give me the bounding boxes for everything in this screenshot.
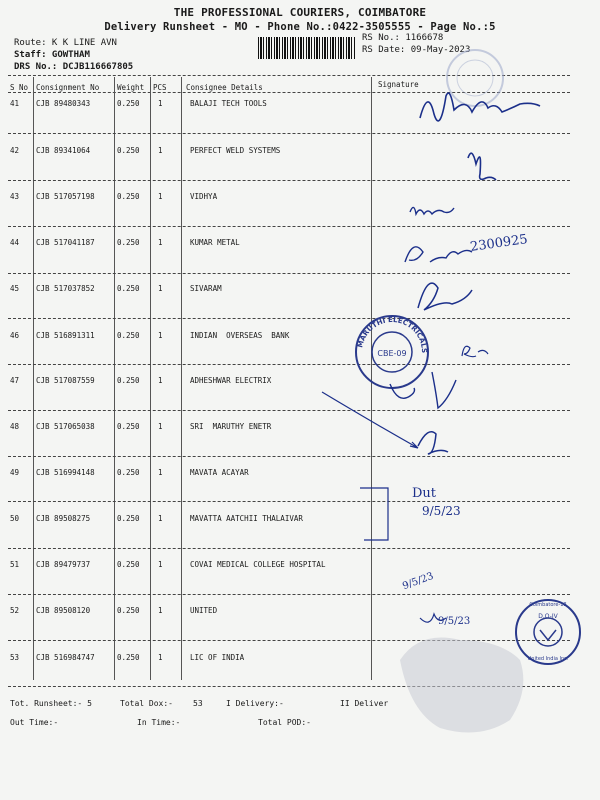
cell-consignment: CJB 89341064 [36, 146, 91, 155]
cell-weight: 0.250 [117, 468, 140, 477]
cell-sno: 46 [10, 331, 20, 340]
cell-weight: 0.250 [117, 238, 140, 247]
cell-consignee: VIDHYA [190, 192, 218, 201]
handwritten-number: 2300925 [469, 232, 529, 255]
signature-stroke [418, 432, 448, 454]
cell-consignment: CJB 516994148 [36, 468, 95, 477]
cell-consignee: BALAJI TECH TOOLS [190, 99, 267, 108]
arrow-stroke [322, 392, 418, 448]
cell-pcs: 1 [158, 99, 163, 108]
cell-consignment: CJB 517065038 [36, 422, 95, 431]
cell-consignment: CJB 89508275 [36, 514, 91, 523]
cell-weight: 0.250 [117, 284, 140, 293]
col-consignment: Consignment No [36, 83, 100, 92]
col-weight: Weight [117, 83, 145, 92]
cell-consignee: MAVATTA AATCHII THALAIVAR [190, 514, 303, 523]
total-dox-label: Total Dox:- [120, 699, 173, 708]
cell-sno: 50 [10, 514, 20, 523]
cell-sno: 49 [10, 468, 20, 477]
bracket-stroke [360, 488, 388, 540]
cell-pcs: 1 [158, 376, 163, 385]
cell-consignment: CJB 517037852 [36, 284, 95, 293]
maruthi-stamp [356, 316, 428, 388]
route-label: Route: K K LINE AVN [14, 38, 117, 48]
document-subtitle: Delivery Runsheet - MO - Phone No.:0422-3505555 - Page No.:5 [104, 21, 496, 33]
signature-stroke [418, 283, 472, 310]
i-delivery-label: I Delivery:- [226, 699, 284, 708]
cell-consignee: PERFECT WELD SYSTEMS [190, 146, 281, 155]
faint-stamp-top [447, 50, 503, 106]
cell-consignee: UNITED [190, 606, 218, 615]
col-signature: Signature [378, 80, 419, 89]
cell-sno: 44 [10, 238, 20, 247]
cell-pcs: 1 [158, 560, 163, 569]
cell-pcs: 1 [158, 422, 163, 431]
cell-consignee: ADHESHWAR ELECTRIX [190, 376, 272, 385]
cell-consignee: SIVARAM [190, 284, 222, 293]
document-title: THE PROFESSIONAL COURIERS, COIMBATORE [173, 6, 427, 19]
cell-consignment: CJB 517087559 [36, 376, 95, 385]
total-pod-label: Total POD:- [258, 718, 311, 727]
cell-consignee: LIC OF INDIA [190, 653, 245, 662]
signature-stroke [462, 346, 488, 356]
ii-delivery-label: II Deliver [340, 699, 389, 708]
cell-sno: 47 [10, 376, 20, 385]
cell-sno: 48 [10, 422, 20, 431]
cell-consignment: CJB 517041187 [36, 238, 95, 247]
stamp-code: CBE-09 [377, 349, 407, 358]
handwritten-date: 9/5/23 [401, 570, 436, 593]
signature-stroke [420, 93, 540, 121]
cell-consignment: CJB 89480343 [36, 99, 91, 108]
cell-pcs: 1 [158, 606, 163, 615]
cell-pcs: 1 [158, 514, 163, 523]
cell-sno: 53 [10, 653, 20, 662]
rs-number: RS No.: 1166678 [362, 33, 444, 43]
cell-weight: 0.250 [117, 560, 140, 569]
handwritten-date: 9/5/23 [438, 616, 471, 627]
signature-stroke [420, 614, 446, 622]
cell-pcs: 1 [158, 468, 163, 477]
stamp2-line3: United India Ins. [527, 656, 569, 662]
cell-consignment: CJB 89508120 [36, 606, 91, 615]
cell-sno: 51 [10, 560, 20, 569]
signature-stroke [468, 153, 496, 180]
total-dox-value: 53 [193, 699, 203, 708]
cell-consignee: COVAI MEDICAL COLLEGE HOSPITAL [190, 560, 326, 569]
cell-weight: 0.250 [117, 99, 140, 108]
signature-stroke [390, 372, 456, 408]
cell-weight: 0.250 [117, 606, 140, 615]
cell-consignment: CJB 517057198 [36, 192, 95, 201]
cell-consignee: MAVATA ACAYAR [190, 468, 249, 477]
signature-stroke [410, 207, 454, 214]
in-time-label: In Time:- [137, 718, 181, 727]
col-sno: S No [10, 83, 29, 92]
cell-sno: 41 [10, 99, 20, 108]
stamp2-line1: D.O-IV [538, 613, 558, 620]
handwritten-date: 9/5/23 [422, 504, 461, 518]
cell-consignee: SRI MARUTHY ENETR [190, 422, 272, 431]
cell-sno: 42 [10, 146, 20, 155]
cell-consignee: INDIAN OVERSEAS BANK [190, 331, 290, 340]
cell-consignment: CJB 516891311 [36, 331, 95, 340]
cell-sno: 45 [10, 284, 20, 293]
cell-weight: 0.250 [117, 146, 140, 155]
cell-weight: 0.250 [117, 331, 140, 340]
cell-pcs: 1 [158, 284, 163, 293]
tot-runsheet: Tot. Runsheet:- 5 [10, 699, 92, 708]
cell-pcs: 1 [158, 238, 163, 247]
cell-consignee: KUMAR METAL [190, 238, 240, 247]
cell-sno: 52 [10, 606, 20, 615]
cell-weight: 0.250 [117, 376, 140, 385]
cell-pcs: 1 [158, 653, 163, 662]
cell-weight: 0.250 [117, 514, 140, 523]
cell-sno: 43 [10, 192, 20, 201]
cell-pcs: 1 [158, 192, 163, 201]
cell-pcs: 1 [158, 146, 163, 155]
rs-date: RS Date: 09-May-2023 [362, 45, 471, 55]
handwritten-dut: Dut [412, 486, 437, 501]
stamp2-line2: Coimbatore-18 [529, 602, 567, 608]
ink-smudge [400, 638, 523, 733]
cell-consignment: CJB 89479737 [36, 560, 91, 569]
staff-label: Staff: GOWTHAM [14, 50, 90, 60]
cell-weight: 0.250 [117, 422, 140, 431]
cell-weight: 0.250 [117, 192, 140, 201]
cell-weight: 0.250 [117, 653, 140, 662]
col-pcs: PCS [153, 83, 167, 92]
stamp-text: MARUTHI ELECTRICALS [356, 315, 429, 354]
col-consignee: Consignee Details [186, 83, 263, 92]
cell-consignment: CJB 516984747 [36, 653, 95, 662]
united-india-stamp [516, 600, 580, 664]
cell-pcs: 1 [158, 331, 163, 340]
signature-stroke [405, 247, 472, 262]
out-time-label: Out Time:- [10, 718, 59, 727]
drs-number: DRS No.: DCJB116667805 [14, 62, 134, 72]
